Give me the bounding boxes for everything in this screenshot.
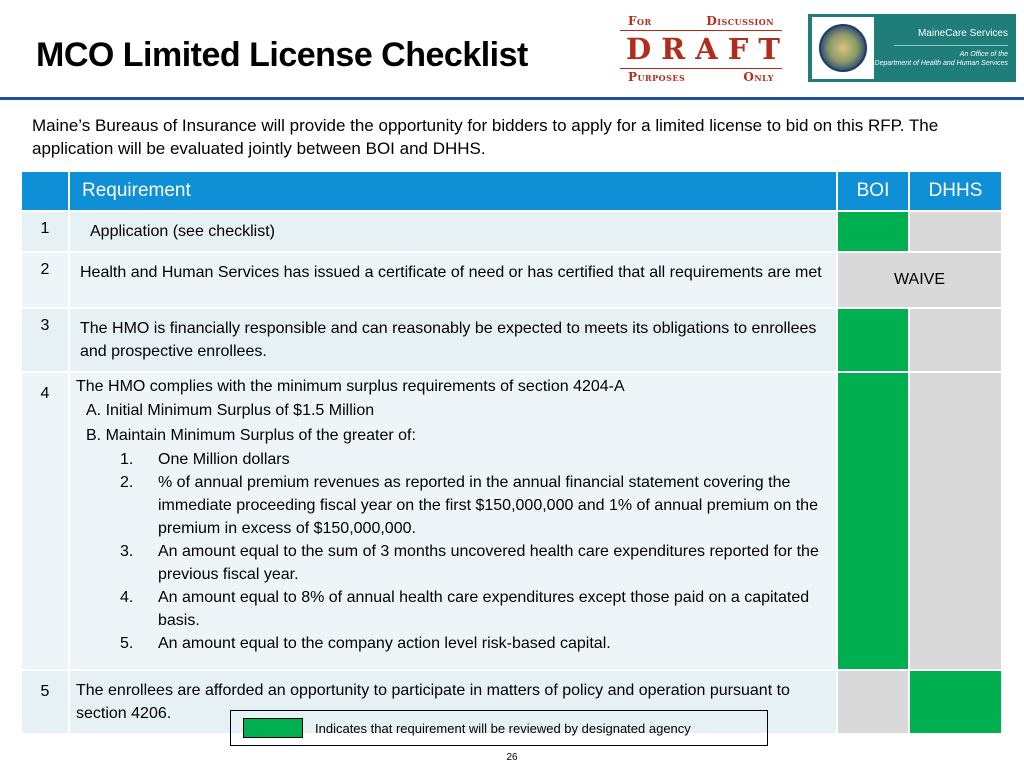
draft-stamp xyxy=(618,12,790,88)
logo-subtitle-1: An Office of the xyxy=(959,51,1008,58)
intro-text: Maine’s Bureaus of Insurance will provide the opportunity for bidders to apply for a limited license to bid on this RFP. The application will be evaluated jointly between BOI and DHHS. xyxy=(32,116,939,158)
header-requirement: Requirement xyxy=(69,171,837,211)
legend-text: Indicates that requirement will be reviewed by designated agency xyxy=(315,720,691,736)
dhhs-cell xyxy=(909,308,1002,372)
logo-name: MaineCare Services xyxy=(917,28,1008,39)
boi-cell xyxy=(837,670,909,734)
boi-cell xyxy=(837,308,909,372)
legend-swatch xyxy=(243,718,303,738)
sub-item-a: A. Initial Minimum Surplus of $1.5 Million xyxy=(86,402,375,419)
row-requirement: Application (see checklist) xyxy=(69,211,837,252)
stamp-bottom-left: Purposes xyxy=(628,70,686,84)
row-requirement xyxy=(69,372,837,670)
table-header xyxy=(21,171,1002,211)
table-row xyxy=(21,308,1002,372)
header-number xyxy=(21,171,69,211)
boi-cell xyxy=(837,211,909,252)
stamp-top-left: For xyxy=(628,14,652,28)
state-seal-icon xyxy=(812,17,874,79)
row-requirement: Health and Human Services has issued a certificate of need or has certified that all requirements are met xyxy=(69,252,837,308)
row-number: 2 xyxy=(21,252,69,308)
list-item: 4. An amount equal to 8% of annual health care expenditures except those paid on a capitated basis. xyxy=(120,589,810,629)
stamp-bottom-right: Only xyxy=(743,70,774,84)
surplus-options-list xyxy=(76,448,830,655)
list-item: 2. % of annual premium revenues as reported in the annual financial statement covering the immediate proceeding fiscal year on the first $150,000,000 and 1% of annual premium on the premium in excess of $150,000,000. xyxy=(120,474,818,537)
dhhs-cell xyxy=(909,670,1002,734)
sub-item-b: B. Maintain Minimum Surplus of the greater of: xyxy=(86,427,416,444)
stamp-draft: DRAFT xyxy=(626,32,790,66)
row-requirement: The HMO is financially responsible and can reasonably be expected to meets its obligations to enrollees and prospective enrollees. xyxy=(69,308,837,372)
dhhs-cell xyxy=(909,372,1002,670)
page-title: MCO Limited License Checklist xyxy=(36,36,528,74)
checklist-table xyxy=(20,170,1003,735)
requirement-text: The HMO complies with the minimum surplus requirements of section 4204-A xyxy=(76,378,625,395)
table-row xyxy=(21,252,1002,308)
waive-cell: WAIVE xyxy=(837,252,1002,308)
dhhs-cell xyxy=(909,211,1002,252)
header-dhhs: DHHS xyxy=(909,171,1002,211)
list-item: 1. One Million dollars xyxy=(120,451,290,468)
page-number: 26 xyxy=(506,752,518,763)
table-row xyxy=(21,372,1002,670)
legend xyxy=(230,710,768,746)
row-number: 5 xyxy=(21,670,69,734)
row-requirement: The enrollees are afforded an opportunity to participate in matters of policy and operation pursuant to section 4206. xyxy=(69,670,837,734)
logo-subtitle-2: Department of Health and Human Services xyxy=(874,60,1008,67)
row-number: 3 xyxy=(21,308,69,372)
row-number: 4 xyxy=(21,372,69,670)
stamp-top-right: Discussion xyxy=(706,14,774,28)
list-item: 5. An amount equal to the company action level risk-based capital. xyxy=(120,635,611,652)
header-boi: BOI xyxy=(837,171,909,211)
table-row xyxy=(21,211,1002,252)
boi-cell xyxy=(837,372,909,670)
row-number: 1 xyxy=(21,211,69,252)
mainecare-logo xyxy=(808,14,1016,82)
header-divider xyxy=(0,97,1024,100)
list-item: 3. An amount equal to the sum of 3 months uncovered health care expenditures reported for the previous fiscal year. xyxy=(120,543,819,583)
